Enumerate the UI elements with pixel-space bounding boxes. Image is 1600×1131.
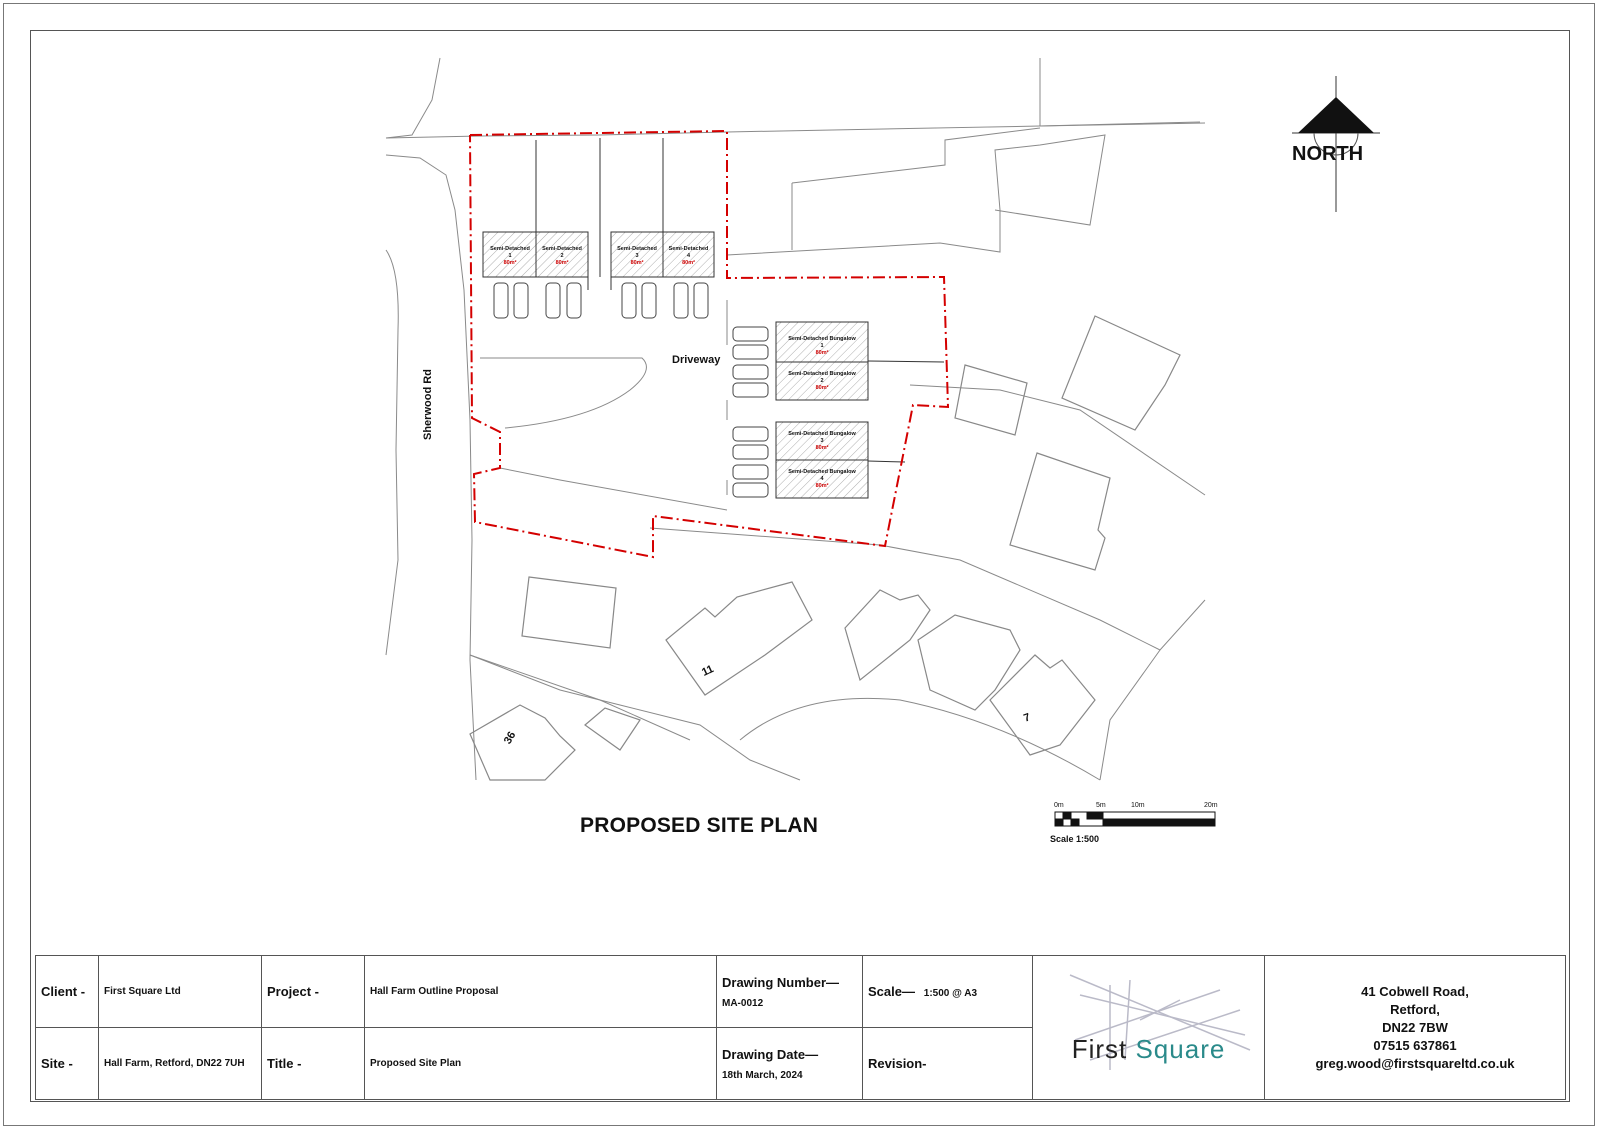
revision-label: Revision-: [863, 1028, 1033, 1100]
site-label: Site -: [36, 1028, 99, 1100]
unit-label: Semi-Detached 3 80m²: [617, 246, 657, 266]
unit-label: Semi-Detached 4 80m²: [668, 246, 709, 266]
house-number: 36: [501, 729, 519, 747]
company-address: 41 Cobwell Road, Retford, DN22 7BW 07515 637861 greg.wood@firstsquareltd.co.uk: [1265, 956, 1566, 1100]
context-linework: [386, 58, 1205, 780]
house-number: 7: [1022, 711, 1032, 725]
scale-bar-label: Scale 1:500: [1050, 834, 1100, 844]
road-label: Sherwood Rd: [422, 369, 434, 440]
unit-label: Semi-Detached 2 80m²: [542, 246, 582, 266]
project-label: Project -: [262, 956, 365, 1028]
title-block: [35, 955, 1566, 1100]
scale-label: Scale—: [868, 984, 915, 999]
drawing-number-value: MA-0012: [722, 997, 764, 1009]
project-value: Hall Farm Outline Proposal: [365, 956, 717, 1028]
client-label: Client -: [36, 956, 99, 1028]
scale-tick: 0m: [1054, 802, 1064, 809]
unit-label: Semi-Detached Bungalow 2 80m²: [788, 371, 856, 391]
client-value: First Square Ltd: [99, 956, 262, 1028]
unit-label: Semi-Detached Bungalow 4 80m²: [788, 469, 856, 489]
drawing-number-label: Drawing Number—: [722, 974, 840, 990]
scale-tick: 5m: [1096, 802, 1106, 809]
scale-tick: 20m: [1204, 802, 1218, 809]
scale-value: 1:500 @ A3: [923, 988, 978, 999]
unit-label: Semi-Detached Bungalow 3 80m²: [788, 431, 856, 451]
logo-cell: [1033, 956, 1265, 1100]
company-logo: First Square: [1071, 1034, 1226, 1064]
driveway-label: Driveway: [672, 354, 721, 366]
unit-label: Semi-Detached Bungalow 1 80m²: [788, 336, 856, 356]
drawing-date-label: Drawing Date—: [722, 1046, 819, 1062]
scale-tick: 10m: [1131, 802, 1145, 809]
drawing-title: PROPOSED SITE PLAN: [580, 814, 819, 837]
house-number: 11: [700, 663, 716, 679]
garden-dividers: [536, 138, 944, 462]
title-label: Title -: [262, 1028, 365, 1100]
drawing-number-cell: [717, 956, 863, 1028]
unit-label: Semi-Detached 1 80m²: [490, 246, 530, 266]
scale-cell: [863, 956, 1033, 1028]
drawing-date-cell: [717, 1028, 863, 1100]
site-value: Hall Farm, Retford, DN22 7UH: [99, 1028, 262, 1100]
north-label: NORTH: [1292, 143, 1364, 165]
title-value: Proposed Site Plan: [365, 1028, 717, 1100]
drawing-date-value: 18th March, 2024: [722, 1069, 803, 1081]
site-boundary: [470, 131, 948, 557]
